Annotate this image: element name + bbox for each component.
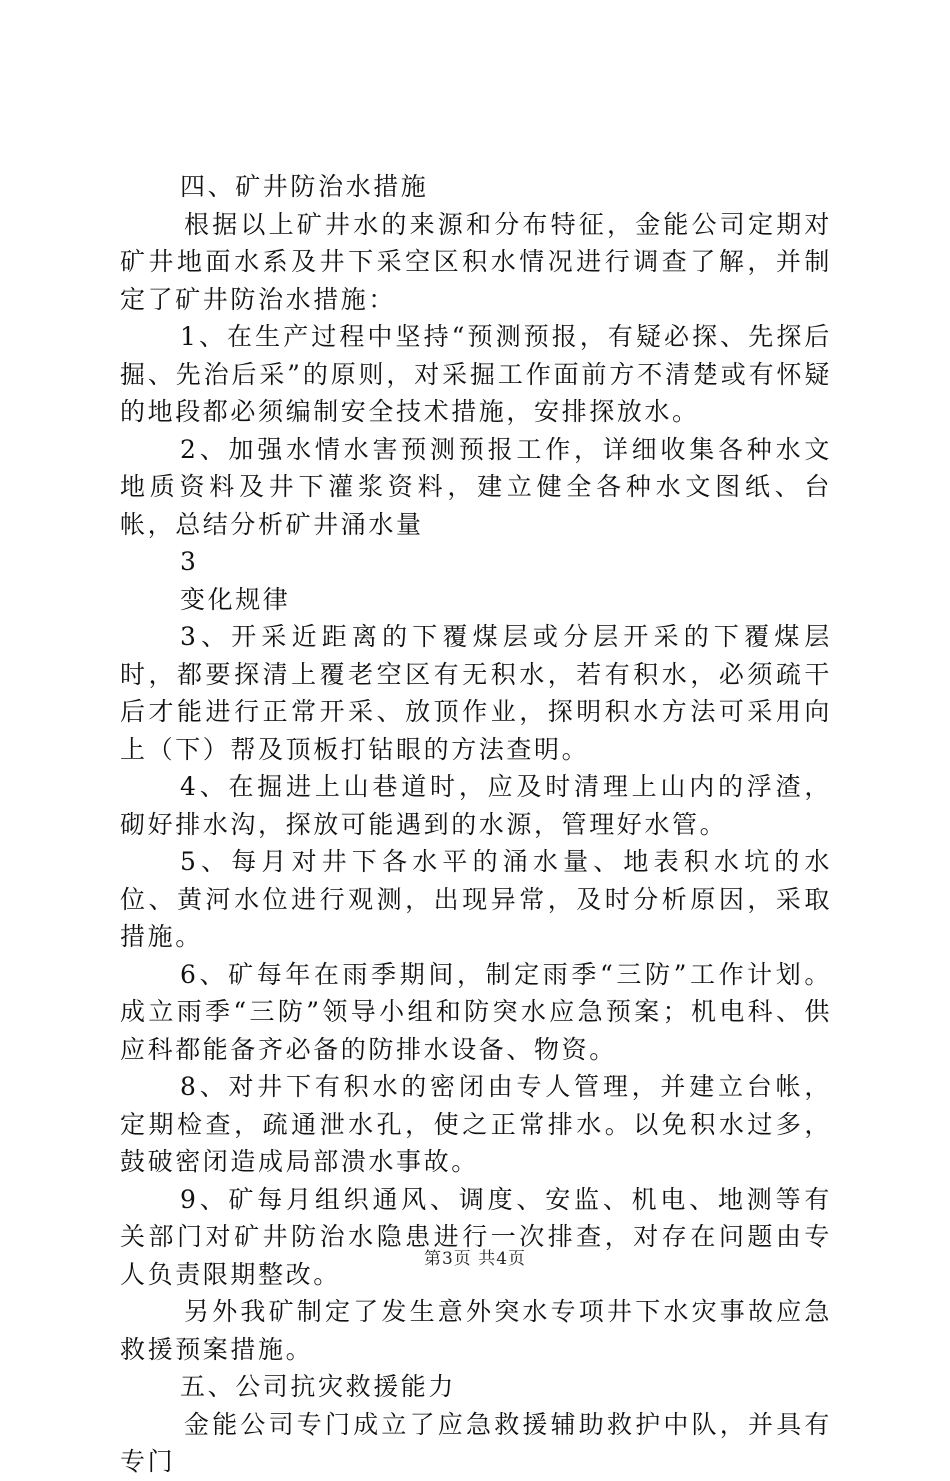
paragraph-item-5: 5、每月对井下各水平的涌水量、地表积水坑的水位、黄河水位进行观测，出现异常，及时分析原因，采取措施。 xyxy=(120,847,832,951)
paragraph-item-8: 8、对井下有积水的密闭由专人管理，并建立台帐，定期检查，疏通泄水孔，使之正常排水。以免积水过多，鼓破密闭造成局部溃水事故。 xyxy=(120,1072,832,1176)
paragraph-rescue-team: 金能公司专门成立了应急救援辅助救护中队，并具有专门 xyxy=(120,1409,832,1476)
paragraph-item-3: 3、开采近距离的下覆煤层或分层开采的下覆煤层时，都要探清上覆老空区有无积水，若有积水，必须疏干后才能进行正常开采、放顶作业，探明积水方法可采用向上（下）帮及顶板打钻眼的方法查明。 xyxy=(120,622,832,764)
paragraph-item-9: 9、矿每月组织通风、调度、安监、机电、地测等有关部门对矿井防治水隐患进行一次排查，对存在问题由专人负责限期整改。 xyxy=(120,1184,832,1289)
document-body xyxy=(120,168,832,1481)
paragraph-item-4: 4、在掘进上山巷道时，应及时清理上山内的浮渣，砌好排水沟，探放可能遇到的水源，管理好水管。 xyxy=(120,772,832,839)
paragraph-intro: 根据以上矿井水的来源和分布特征，金能公司定期对矿井地面水系及井下采空区积水情况进行调查了解，并制定了矿井防治水措施： xyxy=(120,209,832,314)
page-number-footer: 第3页 共4页 xyxy=(423,1249,527,1269)
paragraph-item-2: 2、加强水情水害预测预报工作，详细收集各种水文地质资料及井下灌浆资料，建立健全各种水文图纸、台帐，总结分析矿井涌水量 xyxy=(120,434,832,539)
section-heading-water-prevention: 四、矿井防治水措施 xyxy=(180,172,429,201)
paragraph-item-1: 1、在生产过程中坚持“预测预报，有疑必探、先探后掘、先治后采”的原则，对采掘工作面前方不清楚或有怀疑的地段都必须编制安全技术措施，安排探放水。 xyxy=(120,322,832,426)
paragraph-fragment-number: 3 xyxy=(180,547,199,576)
paragraph-emergency-plan: 另外我矿制定了发生意外突水专项井下水灾事故应急救援预案措施。 xyxy=(120,1297,832,1364)
paragraph-item-6: 6、矿每年在雨季期间，制定雨季“三防”工作计划。成立雨季“三防”领导小组和防突水应急预案；机电科、供应科都能备齐必备的防排水设备、物资。 xyxy=(120,959,832,1064)
section-heading-rescue-capacity: 五、公司抗灾救援能力 xyxy=(180,1372,457,1401)
paragraph-fragment-text: 变化规律 xyxy=(180,584,291,614)
